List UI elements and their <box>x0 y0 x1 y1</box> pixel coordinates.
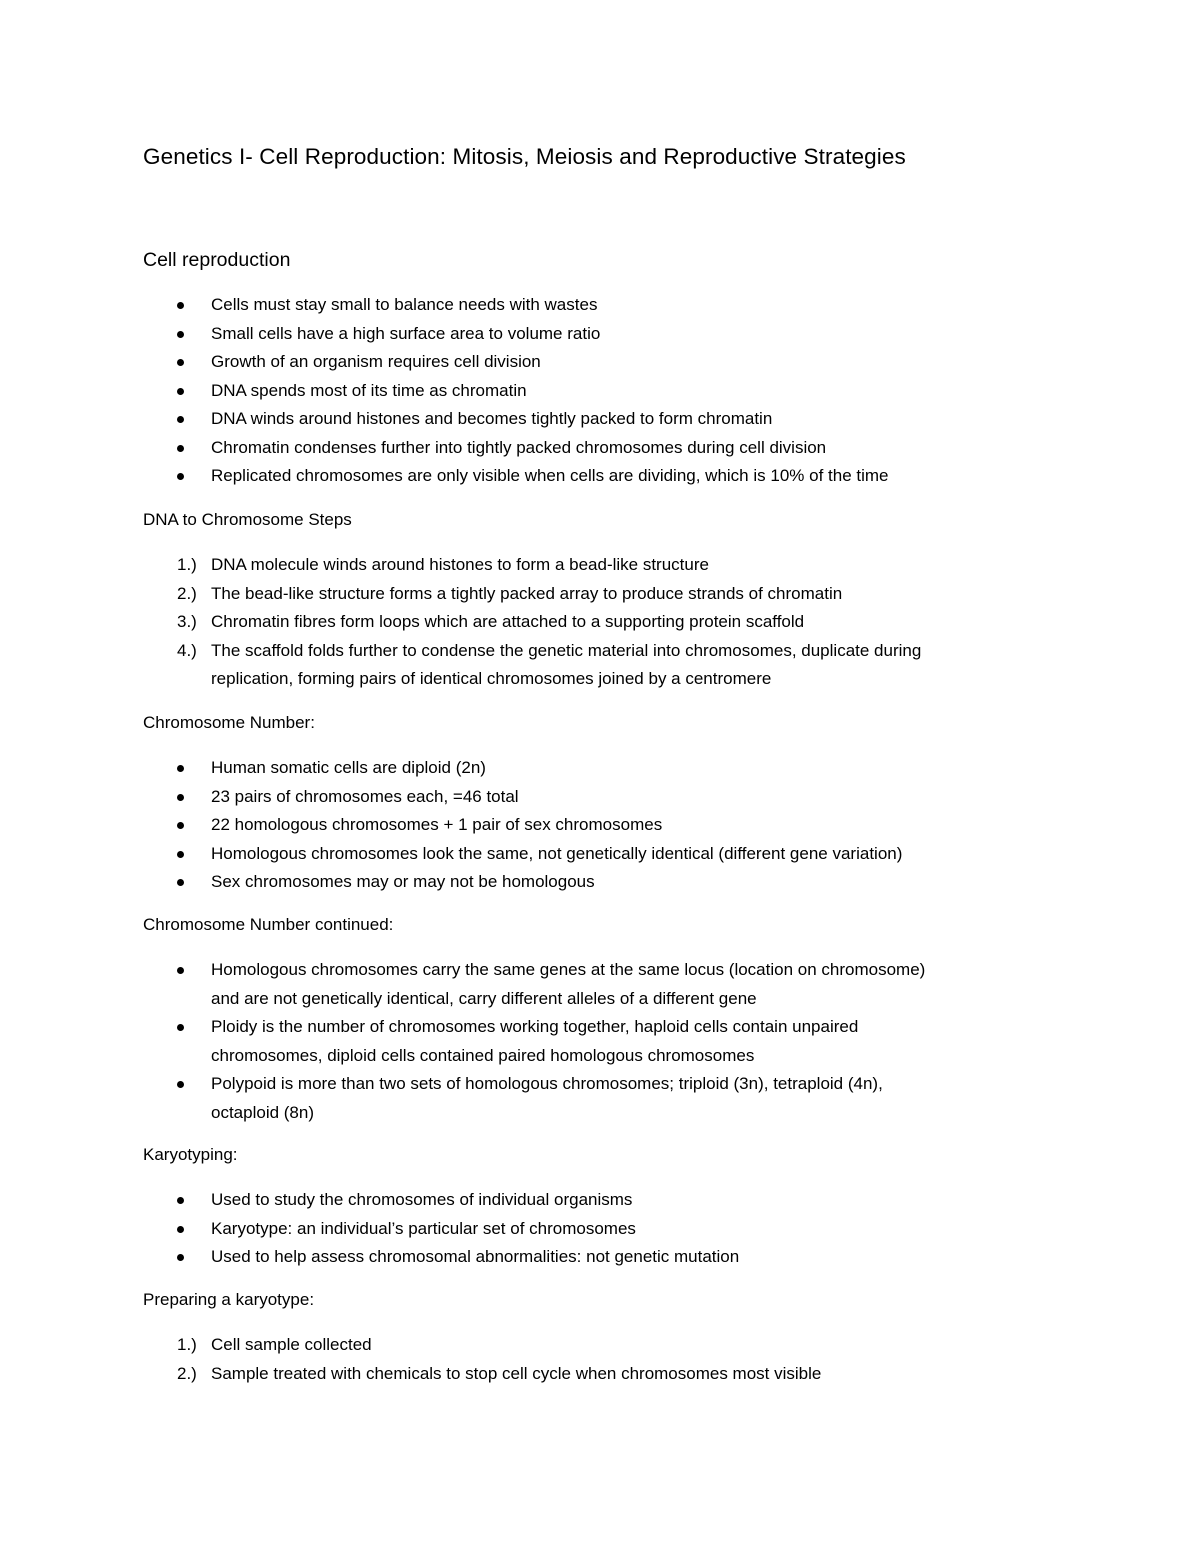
bullet-icon <box>177 388 184 395</box>
bullet-icon <box>177 765 184 772</box>
list-item: Polypoid is more than two sets of homologous chromosomes; triploid (3n), tetraploid (4n), octaploid (8n) <box>143 1070 925 1127</box>
karyotyping-list <box>143 1186 739 1272</box>
list-item: Karyotype: an individual’s particular set of chromosomes <box>143 1215 739 1244</box>
bullet-icon <box>177 822 184 829</box>
bullet-icon <box>177 1197 184 1204</box>
list-item: Human somatic cells are diploid (2n) <box>143 754 902 783</box>
list-item: DNA spends most of its time as chromatin <box>143 377 889 406</box>
section-heading-chromosome-number: Chromosome Number: <box>143 713 315 732</box>
bullet-icon <box>177 851 184 858</box>
bullet-icon <box>177 1254 184 1261</box>
list-item: 4.) The scaffold folds further to condense the genetic material into chromosomes, duplicate during replication, forming pairs of identical chromosomes joined by a centromere <box>177 640 922 688</box>
page-title: Genetics I- Cell Reproduction: Mitosis, Meiosis and Reproductive Strategies <box>143 144 906 169</box>
bullet-icon <box>177 302 184 309</box>
section-heading-cell-reproduction: Cell reproduction <box>143 249 291 271</box>
bullet-icon <box>177 331 184 338</box>
list-item: 3.) Chromatin fibres form loops which are attached to a supporting protein scaffold <box>177 612 805 631</box>
section-heading-karyotyping: Karyotyping: <box>143 1145 238 1164</box>
list-item: DNA winds around histones and becomes tightly packed to form chromatin <box>143 405 889 434</box>
chromosome-number-continued-list <box>143 956 925 1127</box>
list-item: Used to study the chromosomes of individual organisms <box>143 1186 739 1215</box>
list-item: Used to help assess chromosomal abnormalities: not genetic mutation <box>143 1243 739 1272</box>
list-item: Sex chromosomes may or may not be homologous <box>143 868 902 897</box>
list-item: Homologous chromosomes carry the same genes at the same locus (location on chromosome) and are not genetically identical, carry different alleles of a different gene <box>143 956 925 1013</box>
bullet-icon <box>177 359 184 366</box>
section-heading-preparing-karyotype: Preparing a karyotype: <box>143 1290 315 1309</box>
bullet-icon <box>177 967 184 974</box>
list-item: Ploidy is the number of chromosomes working together, haploid cells contain unpaired chromosomes, diploid cells contained paired homologous chromosomes <box>143 1013 925 1070</box>
bullet-icon <box>177 794 184 801</box>
cell-reproduction-list <box>143 291 889 491</box>
list-item: Cells must stay small to balance needs with wastes <box>143 291 889 320</box>
list-item: 1.) DNA molecule winds around histones to form a bead-like structure <box>177 555 709 574</box>
list-item: 2.) The bead-like structure forms a tightly packed array to produce strands of chromatin <box>177 583 843 603</box>
list-item: Homologous chromosomes look the same, not genetically identical (different gene variation) <box>143 840 902 869</box>
bullet-icon <box>177 879 184 886</box>
bullet-icon <box>177 445 184 452</box>
list-item: 22 homologous chromosomes + 1 pair of sex chromosomes <box>143 811 902 840</box>
dna-steps-list <box>143 551 921 694</box>
bullet-icon <box>177 473 184 480</box>
list-item: 1.) Cell sample collected <box>177 1335 372 1354</box>
list-item: 23 pairs of chromosomes each, =46 total <box>143 783 902 812</box>
bullet-icon <box>177 1024 184 1031</box>
list-item: Replicated chromosomes are only visible when cells are dividing, which is 10% of the time <box>143 462 889 491</box>
bullet-icon <box>177 1081 184 1088</box>
bullet-icon <box>177 416 184 423</box>
list-item: Growth of an organism requires cell division <box>143 348 889 377</box>
list-item: 2.) Sample treated with chemicals to stop cell cycle when chromosomes most visible <box>177 1363 822 1383</box>
section-heading-chromosome-number-continued: Chromosome Number continued: <box>143 915 394 934</box>
bullet-icon <box>177 1226 184 1233</box>
preparing-karyotype-list <box>143 1331 821 1388</box>
section-heading-dna-steps: DNA to Chromosome Steps <box>143 510 352 529</box>
list-item: Chromatin condenses further into tightly packed chromosomes during cell division <box>143 434 889 463</box>
list-item: Small cells have a high surface area to volume ratio <box>143 320 889 349</box>
chromosome-number-list <box>143 754 902 897</box>
